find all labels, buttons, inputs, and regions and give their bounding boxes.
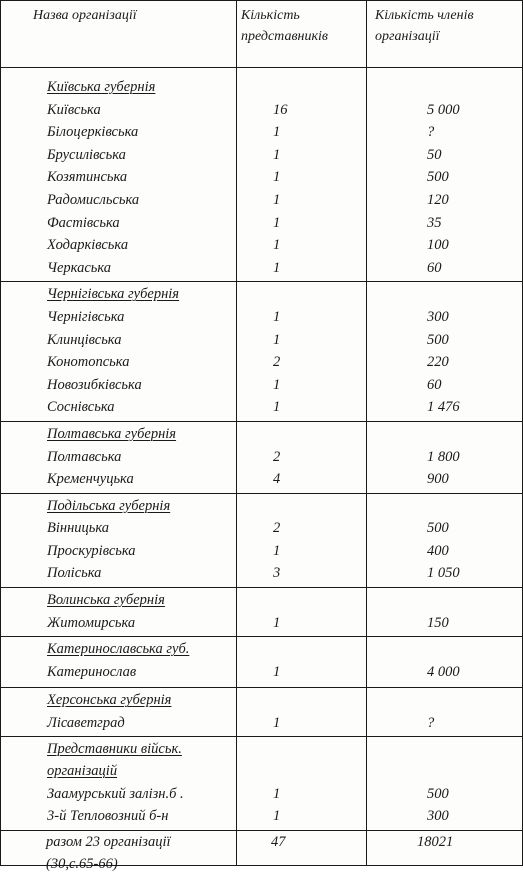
org-name: Поліська <box>47 565 102 582</box>
table-row <box>1 562 522 585</box>
org-name: Катеринослав <box>47 663 137 680</box>
members-count: 60 <box>427 259 442 276</box>
table-body <box>1 68 522 831</box>
table-row <box>1 189 522 212</box>
representatives-count: 1 <box>273 399 281 416</box>
province-heading: Подільська губернія <box>47 497 171 514</box>
representatives-count: 1 <box>273 259 281 276</box>
province-heading: організацій <box>47 763 118 780</box>
members-count: 4 000 <box>427 663 460 680</box>
table-row <box>1 166 522 189</box>
representatives-count: 1 <box>273 237 281 254</box>
province-heading: Волинська губернія <box>47 592 165 609</box>
representatives-count: 2 <box>273 520 281 537</box>
org-name: Радомисльська <box>47 191 140 208</box>
province-heading: Представники військ. <box>47 740 182 757</box>
header-organization-name: Назва організації <box>33 8 137 23</box>
header-representatives-count: Кількість представників <box>241 8 328 44</box>
org-name: Клинцівська <box>47 331 122 348</box>
org-name: Полтавська <box>47 448 122 465</box>
province-heading-row <box>1 423 522 446</box>
members-count: 500 <box>427 785 449 802</box>
org-name: Кременчуцька <box>47 471 134 488</box>
table-row <box>1 212 522 235</box>
members-count: ? <box>427 715 435 732</box>
members-count: 900 <box>427 471 449 488</box>
org-name: Новозибківська <box>47 376 142 393</box>
province-heading-row <box>1 283 522 306</box>
representatives-count: 1 <box>273 169 281 186</box>
representatives-count: 1 <box>273 542 281 559</box>
province-heading-row <box>1 76 522 99</box>
table-row <box>1 661 522 684</box>
org-name: Черкаська <box>47 259 112 276</box>
org-name: Козятинська <box>47 169 128 186</box>
table-header <box>1 1 522 68</box>
members-count: 35 <box>427 214 442 231</box>
members-count: 300 <box>427 308 449 325</box>
total-row <box>1 831 522 875</box>
members-count: 1 800 <box>427 448 460 465</box>
representatives-count: 1 <box>273 331 281 348</box>
table-row <box>1 374 522 397</box>
members-count: 500 <box>427 169 449 186</box>
province-heading-row <box>1 589 522 612</box>
representatives-count: 1 <box>273 785 281 802</box>
table-row <box>1 234 522 257</box>
org-name: Київська <box>47 101 101 118</box>
representatives-count: 1 <box>273 663 281 680</box>
org-name: Житомирська <box>47 614 136 631</box>
org-name: Конотопська <box>47 354 130 371</box>
org-name: Білоцерківська <box>47 124 139 141</box>
representatives-count: 1 <box>273 308 281 325</box>
province-heading: Полтавська губернія <box>47 425 177 442</box>
table-row <box>1 121 522 144</box>
org-name: Вінницька <box>47 520 110 537</box>
representatives-count: 4 <box>273 471 281 488</box>
province-block <box>1 688 522 736</box>
table-row <box>1 783 522 806</box>
representatives-count: 3 <box>273 565 281 582</box>
members-count: 120 <box>427 191 449 208</box>
province-block <box>1 68 522 282</box>
members-count: 220 <box>427 354 449 371</box>
province-block <box>1 737 522 831</box>
table-row <box>1 99 522 122</box>
table-row <box>1 351 522 374</box>
representatives-count: 1 <box>273 808 281 825</box>
province-heading-row <box>1 638 522 661</box>
representatives-count: 1 <box>273 376 281 393</box>
representatives-count: 1 <box>273 124 281 141</box>
source-reference: (30,с.65-66) <box>46 856 118 872</box>
table-row <box>1 306 522 329</box>
province-heading-row <box>1 760 522 783</box>
members-count: 1 476 <box>427 399 460 416</box>
table-row <box>1 144 522 167</box>
table-row <box>1 805 522 828</box>
members-count: 50 <box>427 146 442 163</box>
province-heading: Чернігівська губернія <box>47 286 180 303</box>
org-name: Заамурський залізн.б . <box>47 785 184 802</box>
table-row <box>1 468 522 491</box>
members-count: 400 <box>427 542 449 559</box>
header-members-count: Кількість членів організації <box>375 8 474 44</box>
province-heading: Київська губернія <box>47 79 156 95</box>
org-name: Фастівська <box>47 214 120 231</box>
table-row <box>1 540 522 563</box>
total-members: 18021 <box>417 834 454 850</box>
total-label: разом 23 організації <box>46 834 171 850</box>
org-name: Проскурівська <box>47 542 136 559</box>
total-count: 47 <box>271 834 286 850</box>
total-line <box>1 853 522 875</box>
org-name: Чернігівська <box>47 308 125 325</box>
members-count: 5 000 <box>427 101 460 118</box>
province-block <box>1 422 522 494</box>
province-heading-row <box>1 738 522 761</box>
org-name: 3-й Тепловозний б-н <box>47 808 169 825</box>
province-heading-row <box>1 495 522 518</box>
table-row <box>1 396 522 419</box>
table-row <box>1 712 522 735</box>
members-count: 60 <box>427 376 442 393</box>
table-row <box>1 517 522 540</box>
province-block <box>1 637 522 688</box>
table-row <box>1 446 522 469</box>
province-heading: Катеринославська губ. <box>47 641 190 658</box>
province-block <box>1 588 522 637</box>
representatives-count: 1 <box>273 146 281 163</box>
representatives-count: 2 <box>273 354 281 371</box>
province-block <box>1 282 522 422</box>
province-block <box>1 494 522 588</box>
representatives-count: 16 <box>273 101 288 118</box>
representatives-count: 2 <box>273 448 281 465</box>
members-count: 150 <box>427 614 449 631</box>
members-count: 500 <box>427 331 449 348</box>
org-name: Соснівська <box>47 399 115 416</box>
representatives-count: 1 <box>273 715 281 732</box>
members-count: 1 050 <box>427 565 460 582</box>
members-count: ? <box>427 124 435 141</box>
org-name: Лісаветград <box>47 715 125 732</box>
representatives-count: 1 <box>273 614 281 631</box>
org-name: Ходарківська <box>47 237 129 254</box>
members-count: 100 <box>427 237 449 254</box>
province-heading: Херсонська губернія <box>47 692 172 709</box>
members-count: 500 <box>427 520 449 537</box>
table-row <box>1 612 522 635</box>
table-row <box>1 257 522 280</box>
representatives-count: 1 <box>273 214 281 231</box>
members-count: 300 <box>427 808 449 825</box>
org-name: Брусилівська <box>47 146 126 163</box>
table-row <box>1 329 522 352</box>
province-heading-row <box>1 689 522 712</box>
representatives-count: 1 <box>273 191 281 208</box>
total-line <box>1 831 522 853</box>
